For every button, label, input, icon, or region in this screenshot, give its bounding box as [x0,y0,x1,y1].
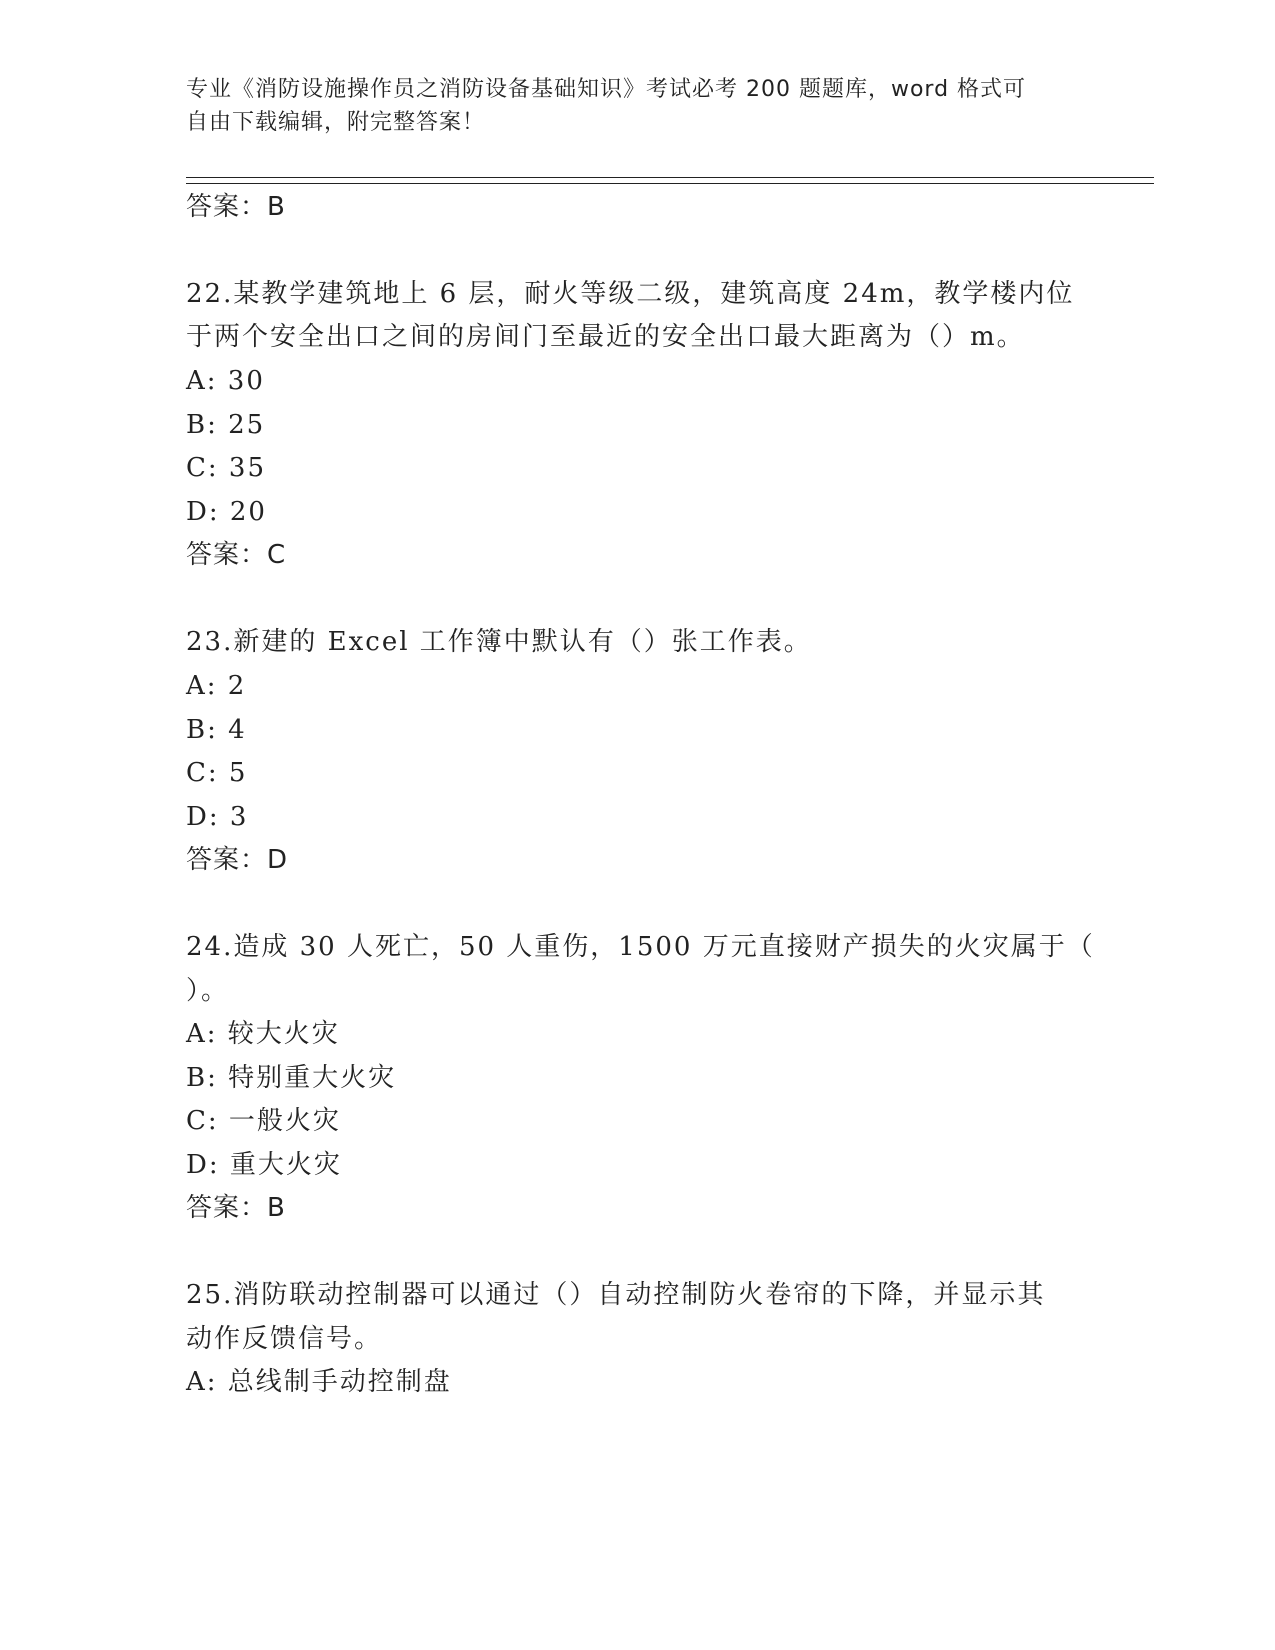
answer: 答案：D [186,845,289,875]
option-a: A: 总线制手动控制盘 [186,1367,452,1397]
question-stem: 动作反馈信号。 [186,1324,383,1354]
option-a: A: 较大火灾 [186,1019,340,1049]
question-stem: 于两个安全出口之间的房间门至最近的安全出口最大距离为（）m。 [186,322,1025,352]
option-d: D: 20 [186,497,267,527]
header-line-2: 自由下载编辑，附完整答案！ [186,110,486,135]
option-b: B: 25 [186,410,266,440]
option-d: D: 重大火灾 [186,1150,342,1180]
header-line-1: 专业《消防设施操作员之消防设备基础知识》考试必考 200 题题库，word 格式可 [186,77,1027,102]
option-c: C: 35 [186,453,267,483]
option-a: A: 30 [186,366,265,396]
answer: 答案：B [186,1193,286,1223]
header-divider-bottom [186,183,1154,184]
previous-answer: 答案：B [186,192,286,222]
answer: 答案：C [186,540,287,570]
question-stem: ）。 [186,976,230,1006]
header-divider-top [186,177,1154,178]
option-c: C: 5 [186,758,248,788]
option-c: C: 一般火灾 [186,1106,341,1136]
option-b: B: 特别重大火灾 [186,1063,397,1093]
question-stem: 23.新建的 Excel 工作簿中默认有（）张工作表。 [186,627,812,657]
question-stem: 24.造成 30 人死亡，50 人重伤，1500 万元直接财产损失的火灾属于（ [186,932,1095,962]
question-stem: 22.某教学建筑地上 6 层，耐火等级二级，建筑高度 24m，教学楼内位 [186,279,1075,309]
question-stem: 25.消防联动控制器可以通过（）自动控制防火卷帘的下降，并显示其 [186,1280,1046,1310]
document-header [186,73,1066,139]
option-a: A: 2 [186,671,247,701]
option-d: D: 3 [186,802,249,832]
option-b: B: 4 [186,715,247,745]
